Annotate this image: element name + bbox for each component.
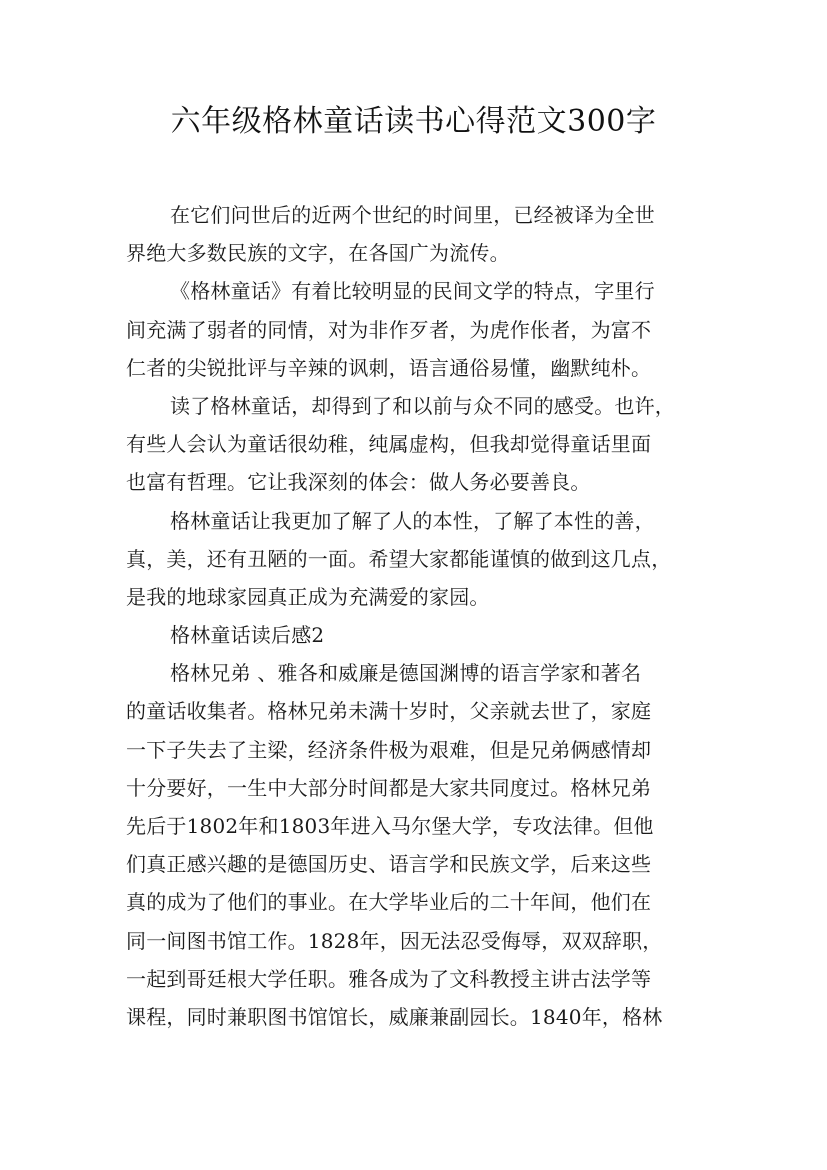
document-title: 六年级格林童话读书心得范文300字 xyxy=(170,104,657,139)
paragraph-line: 一起到哥廷根大学任职。雅各成为了文科教授主讲古法学等 xyxy=(126,966,652,991)
paragraph-line: 先后于1802年和1803年进入马尔堡大学，专攻法律。但他 xyxy=(126,814,654,838)
paragraph-line: 的童话收集者。格林兄弟未满十岁时，父亲就去世了，家庭 xyxy=(126,699,652,724)
paragraph-line: 真，美，还有丑陋的一面。希望大家都能谨慎的做到这几点， xyxy=(126,546,672,571)
paragraph-line: 一下子失去了主梁，经济条件极为艰难，但是兄弟俩感情却 xyxy=(126,737,652,762)
paragraph-line: 们真正感兴趣的是德国历史、语言学和民族文学，后来这些 xyxy=(126,852,652,877)
paragraph-line: 课程，同时兼职图书馆馆长，威廉兼副园长。1840年，格林 xyxy=(126,1004,663,1029)
paragraph-line: 读了格林童话，却得到了和以前与众不同的感受。也许， xyxy=(170,393,675,418)
paragraph-line: 是我的地球家园真正成为充满爱的家园。 xyxy=(126,584,490,609)
paragraph-line: 仁者的尖锐批评与辛辣的讽刺，语言通俗易懂，幽默纯朴。 xyxy=(126,355,652,380)
paragraph-line: 在它们问世后的近两个世纪的时间里，已经被译为全世 xyxy=(170,203,655,227)
paragraph-line: 同一间图书馆工作。1828年，因无法忍受侮辱，双双辞职， xyxy=(126,928,663,953)
paragraph-line: 有些人会认为童话很幼稚，纯属虚构，但我却觉得童话里面 xyxy=(126,432,652,457)
paragraph-line: 格林童话让我更加了解了人的本性，了解了本性的善， xyxy=(170,508,655,533)
paragraph-line: 格林兄弟 、雅各和威廉是德国渊博的语言学家和著名 xyxy=(170,661,642,686)
paragraph-line: 也富有哲理。它让我深刻的体会：做人务必要善良。 xyxy=(126,470,591,495)
paragraph-line: 十分要好，一生中大部分时间都是大家共同度过。格林兄弟 xyxy=(126,775,652,800)
paragraph-line: 真的成为了他们的事业。在大学毕业后的二十年间，他们在 xyxy=(126,890,652,915)
paragraph-line: 界绝大多数民族的文字，在各国广为流传。 xyxy=(126,241,510,266)
paragraph-line: 间充满了弱者的同情，对为非作歹者，为虎作伥者，为富不 xyxy=(126,317,652,342)
section-heading: 格林童话读后感2 xyxy=(170,623,325,648)
paragraph-line: 《格林童话》有着比较明显的民间文学的特点，字里行 xyxy=(170,279,655,304)
document-body xyxy=(126,196,716,1036)
